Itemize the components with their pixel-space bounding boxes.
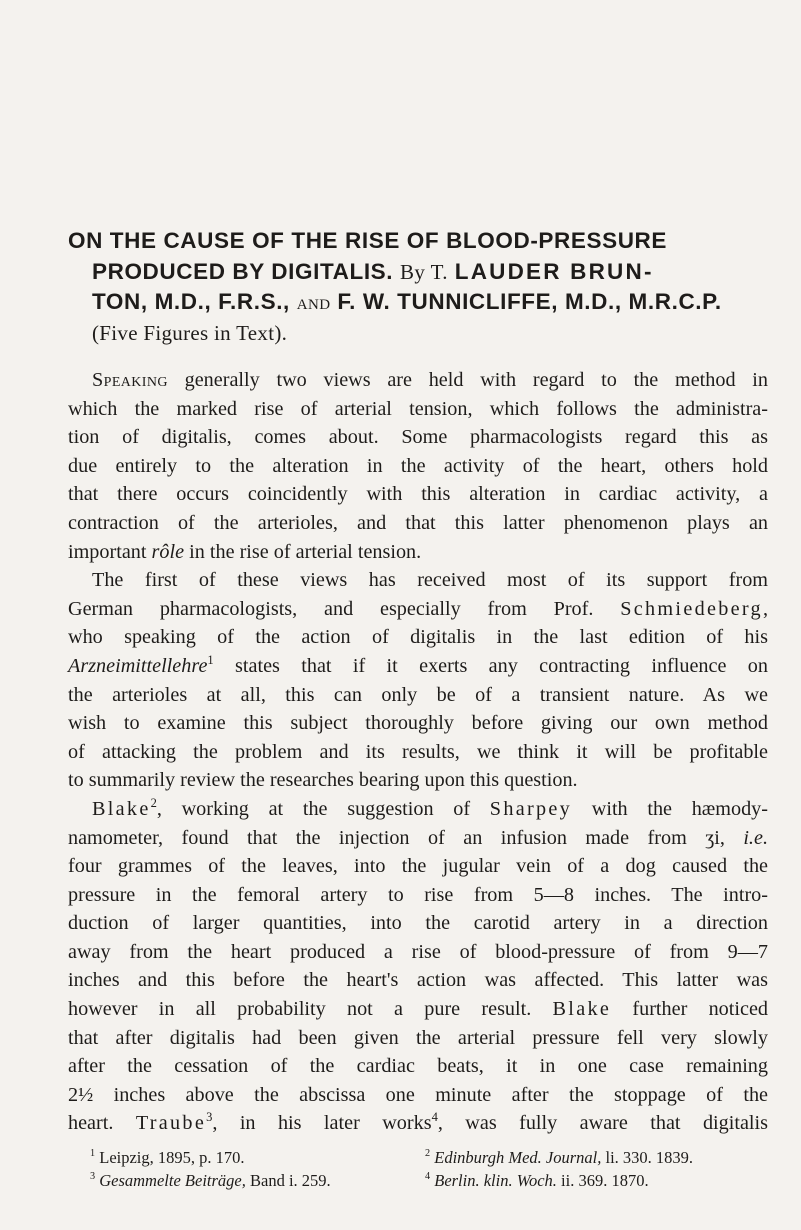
italic-ie: i.e. xyxy=(743,826,768,849)
body-line-7-a: important xyxy=(68,540,152,563)
title-and: and xyxy=(296,290,331,314)
body-line-1 xyxy=(68,366,768,395)
body-line-5: that there occurs coincidently with this alteration in cardiac activity, a xyxy=(68,483,768,506)
body-line-23 xyxy=(68,995,768,1024)
body-line-26: 2½ inches above the abscissa one minute after the stoppage of the xyxy=(68,1083,768,1106)
body-line-21: away from the heart produced a rise of blood-pressure of from 9—7 xyxy=(68,940,768,963)
footnote-ref-1: 1 xyxy=(207,652,214,667)
footnote-3-num: 3 xyxy=(90,1171,96,1182)
article-body xyxy=(68,366,768,1138)
article-title xyxy=(68,226,768,348)
footnote-2-num: 2 xyxy=(425,1148,431,1159)
lead-word: Speaking xyxy=(92,369,168,391)
footnote-1-num: 1 xyxy=(90,1148,96,1159)
title-line-2 xyxy=(68,257,768,288)
footnote-ref-2: 2 xyxy=(150,795,157,810)
footnote-4-rest: ii. 369. 1870. xyxy=(561,1171,649,1190)
body-line-23-b: further noticed xyxy=(611,998,768,1021)
body-line-14: of attacking the problem and its results, we think it will be profitable xyxy=(68,740,768,763)
title-by: By T. xyxy=(400,259,448,284)
footnote-ref-3: 3 xyxy=(206,1110,213,1125)
footnote-4 xyxy=(425,1169,770,1192)
footnotes xyxy=(90,1146,770,1192)
body-line-3: tion of digitalis, comes about. Some pharmacologists regard this as xyxy=(68,426,768,449)
body-line-1-text: generally two views are held with regard to the method in xyxy=(167,369,768,391)
body-line-2: which the marked rise of arterial tension, which follows the administra- xyxy=(68,397,768,420)
body-line-15: to summarily review the researches bearing upon this question. xyxy=(68,769,578,792)
author-name-1: LAUDER BRUN- xyxy=(454,258,654,284)
body-line-9-b: , xyxy=(762,597,768,620)
footnote-4-journal: Berlin. klin. Woch. xyxy=(434,1171,557,1190)
body-line-25: after the cessation of the cardiac beats, it in one case remaining xyxy=(68,1055,768,1078)
footnote-4-num: 4 xyxy=(425,1171,431,1182)
title-line-1: ON THE CAUSE OF THE RISE OF BLOOD-PRESSURE xyxy=(68,228,667,253)
name-blake: Blake xyxy=(92,797,151,820)
body-line-27-c: , was fully aware that digitalis xyxy=(437,1112,769,1135)
body-line-10: who speaking of the action of digitalis in the last edition of his xyxy=(68,626,768,649)
name-schmiedeberg: Schmiedeberg xyxy=(620,597,763,620)
body-line-27 xyxy=(68,1109,768,1138)
footnote-3-journal: Gesammelte Beiträge, xyxy=(99,1171,246,1190)
book-title: Arzneimittellehre xyxy=(68,654,208,677)
body-line-12: the arterioles at all, this can only be of a transient nature. As we xyxy=(68,683,768,706)
body-line-11 xyxy=(68,652,768,681)
body-line-7-b: in the rise of arterial tension. xyxy=(184,540,422,563)
title-subtitle: (Five Figures in Text). xyxy=(92,320,288,345)
body-line-4: due entirely to the alteration in the activity of the heart, others hold xyxy=(68,454,768,477)
body-line-11-rest: states that if it exerts any contracting influence on xyxy=(213,654,768,677)
body-line-24: that after digitalis had been given the arterial pressure fell very slowly xyxy=(68,1026,768,1049)
body-line-9-a: German pharmacologists, and especially from Prof. xyxy=(68,597,621,620)
footnote-1 xyxy=(90,1146,425,1169)
footnote-row-1 xyxy=(90,1146,770,1169)
italic-role: rôle xyxy=(151,540,185,563)
body-line-7 xyxy=(68,538,768,567)
body-line-19: pressure in the femoral artery to rise from 5—8 inches. The intro- xyxy=(68,883,768,906)
body-line-16 xyxy=(68,795,768,824)
footnote-row-2 xyxy=(90,1169,770,1192)
author-name-2: F. W. TUNNICLIFFE, M.D., M.R.C.P. xyxy=(337,289,722,314)
footnote-1-text: Leipzig, 1895, p. 170. xyxy=(99,1148,245,1167)
name-blake-2: Blake xyxy=(552,998,612,1021)
body-line-9 xyxy=(68,595,768,624)
body-line-17-a: namometer, found that the injection of an infusion made from ʒi, xyxy=(68,826,744,849)
body-line-16-a: , working at the suggestion of xyxy=(156,797,490,820)
footnote-3-rest: Band i. 259. xyxy=(249,1171,331,1190)
footnote-3 xyxy=(90,1169,425,1192)
footnote-ref-4: 4 xyxy=(431,1110,438,1125)
title-line-3-start: TON, M.D., F.R.S., xyxy=(92,289,290,314)
body-line-22: inches and this before the heart's action was affected. This latter was xyxy=(68,969,768,992)
name-sharpey: Sharpey xyxy=(489,797,573,820)
body-line-8: The first of these views has received most of its support from xyxy=(92,569,768,592)
body-line-23-a: however in all probability not a pure result. xyxy=(68,998,553,1021)
body-line-16-b: with the hæmody- xyxy=(572,797,768,820)
body-line-20: duction of larger quantities, into the carotid artery in a direction xyxy=(68,912,768,935)
body-line-6: contraction of the arterioles, and that this latter phenomenon plays an xyxy=(68,511,768,534)
footnote-2 xyxy=(425,1146,770,1169)
body-line-18: four grammes of the leaves, into the jugular vein of a dog caused the xyxy=(68,855,768,878)
body-line-27-b: , in his later works xyxy=(212,1112,432,1135)
footnote-2-rest: li. 330. 1839. xyxy=(605,1148,694,1167)
title-line-3 xyxy=(68,287,768,318)
title-line-2-main: PRODUCED BY DIGITALIS. xyxy=(92,258,394,284)
name-traube: Traube xyxy=(135,1112,207,1135)
footnote-2-journal: Edinburgh Med. Journal, xyxy=(434,1148,602,1167)
body-line-17 xyxy=(68,824,768,853)
body-line-13: wish to examine this subject thoroughly before giving our own method xyxy=(68,712,768,735)
body-line-27-a: heart. xyxy=(68,1112,136,1135)
